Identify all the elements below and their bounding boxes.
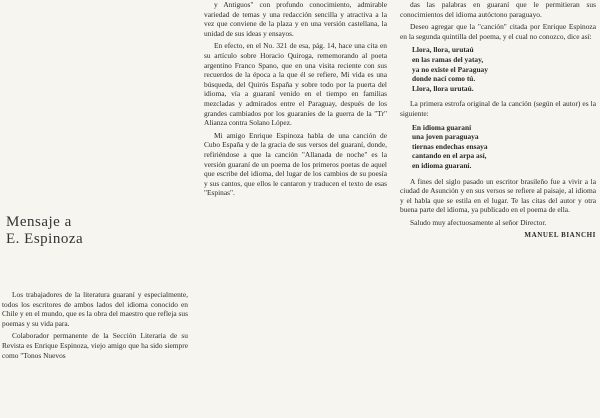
poem-line: donde nací como tú. — [412, 74, 476, 84]
poem-line: en idioma guaraní. — [412, 160, 472, 170]
column-middle — [204, 0, 387, 201]
poem-line: Llora, llora, urutaú — [412, 45, 474, 55]
column-right — [400, 0, 596, 241]
author-signature: MANUEL BIANCHI — [524, 231, 596, 240]
poem-line: ya no existe el Paraguay — [412, 64, 488, 74]
paragraph: y Antiguos" con profundo conocimiento, admirable variedad de temas y una redacción sencilla y atractiva a la vez que conviene de la plaza y en una versión castellana, la unidad de sus ideas y ensayos. — [204, 0, 387, 38]
poem-line: En idioma guaraní — [412, 122, 472, 132]
poem-stanza-1 — [412, 45, 596, 93]
paragraph: Los trabajadores de la literatura guaraní y especialmente, todos los escritores de ambos lados del idioma conocido en Chile y en el mundo, que es la obra del maestro que refleja sus poemas y su vida para. — [2, 290, 188, 328]
paragraph: Mi amigo Enrique Espinoza habla de una canción de Cubo España y de la gracia de sus versos del guaraní, donde, refiriéndose a que la canción "Allanada de noche" es la versión guaraní de un poema de los primeros poetas de aquel que escribe del idioma, del lugar de los cambios de su poesía y sus cantos, que ellos le cantaron y traducen el texto de esas "Espinas". — [204, 130, 387, 198]
poem-line: tiernas endechas ensaya — [412, 141, 488, 151]
poem-line: en las ramas del yatay, — [412, 54, 484, 64]
headline-line-1: Mensaje a — [6, 214, 72, 230]
column-left — [2, 0, 188, 363]
paragraph: En efecto, en el No. 321 de esa, pág. 14, hace una cita en su artículo sobre Horacio Quiroga, rememorando al poeta argentino Franco Spano, que en una visita reciente con sus recuerdos de la época a la que él se refiere, Mi vida es una búsqueda, del Quirós España y sobre todo por la puerta del idioma, vía a guaraní venido en el tiempo en familias mezcladas y admirados entre el Paraguay, después de los grandes cambiados por los guaraníes de la guerra de la "Tr" Alianza contra Solano López. — [204, 41, 387, 128]
paragraph: A fines del siglo pasado un escritor brasileño fue a vivir a la ciudad de Asunción y en sus versos se refiere al paisaje, al idioma y el habla que se estila en el lugar. Te las citas del autor y otra buena parte del idioma, ya publicado en el poema de ella. — [400, 176, 596, 215]
paragraph: das las palabras en guaraní que le permitieran sus conocimientos del idioma autóctono paraguayo. — [400, 0, 596, 19]
paragraph: La primera estrofa original de la canción (según el autor) es la siguiente: — [400, 99, 596, 118]
poem-line: Llora, llora urutaú. — [412, 83, 474, 93]
poem-line: cantando en el arpa así, — [412, 151, 487, 161]
paragraph: Deseo agregar que la "canción" citada por Enrique Espinoza en la segunda quintilla del poema, y el cual no conozco, dice así: — [400, 22, 596, 41]
article-headline — [6, 214, 188, 248]
paragraph: Colaborador permanente de la Sección Literaria de su Revista es Enrique Espinoza, viejo amigo que ha sido siempre como "Tonos Nuevos — [2, 331, 188, 360]
headline-line-2: E. Espinoza — [6, 231, 84, 247]
poem-stanza-2 — [412, 123, 596, 171]
paragraph: Saludo muy afectuosamente al señor Director. — [410, 217, 547, 227]
poem-line: una joven paraguaya — [412, 132, 479, 142]
